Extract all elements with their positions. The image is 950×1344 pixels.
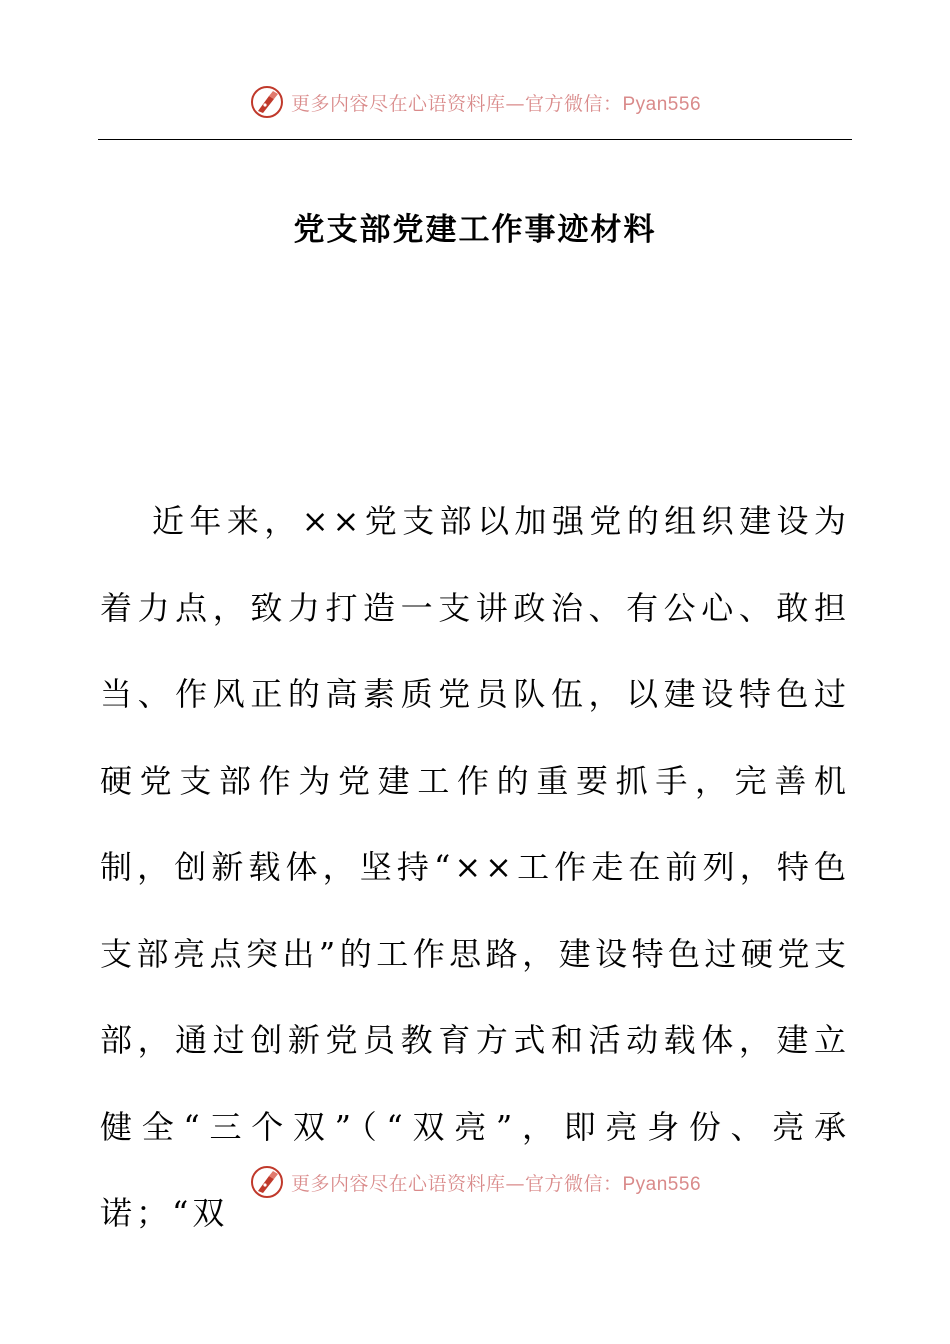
header-banner	[0, 80, 950, 124]
header-divider	[98, 139, 852, 140]
footer-banner-text	[291, 1169, 701, 1196]
document-title: 党支部党建工作事迹材料	[293, 212, 657, 248]
pen-nib-logo-icon	[249, 84, 285, 120]
footer-banner-label: 更多内容尽在心语资料库—官方微信：	[290, 1172, 623, 1195]
document-paragraph: 近年来，××党支部以加强党的组织建设为着力点，致力打造一支讲政治、有公心、敢担当、作风正的高素质党员队伍，以建设特色过硬党支部作为党建工作的重要抓手，完善机制，创新载体，坚持“××工作走在前列，特色支部亮点突出”的工作思路，建设特色过硬党支部，通过创新党员教育方式和活动载体，建立健全“三个双”（“双亮”，即亮身份、亮承诺；“双	[100, 502, 850, 1232]
header-banner-text	[291, 89, 701, 116]
footer-banner	[0, 1160, 950, 1204]
pen-nib-logo-icon	[249, 1164, 285, 1200]
footer-wechat-id: Pyan556	[622, 1173, 702, 1195]
header-banner-label: 更多内容尽在心语资料库—官方微信：	[290, 92, 623, 115]
header-wechat-id: Pyan556	[622, 93, 702, 115]
